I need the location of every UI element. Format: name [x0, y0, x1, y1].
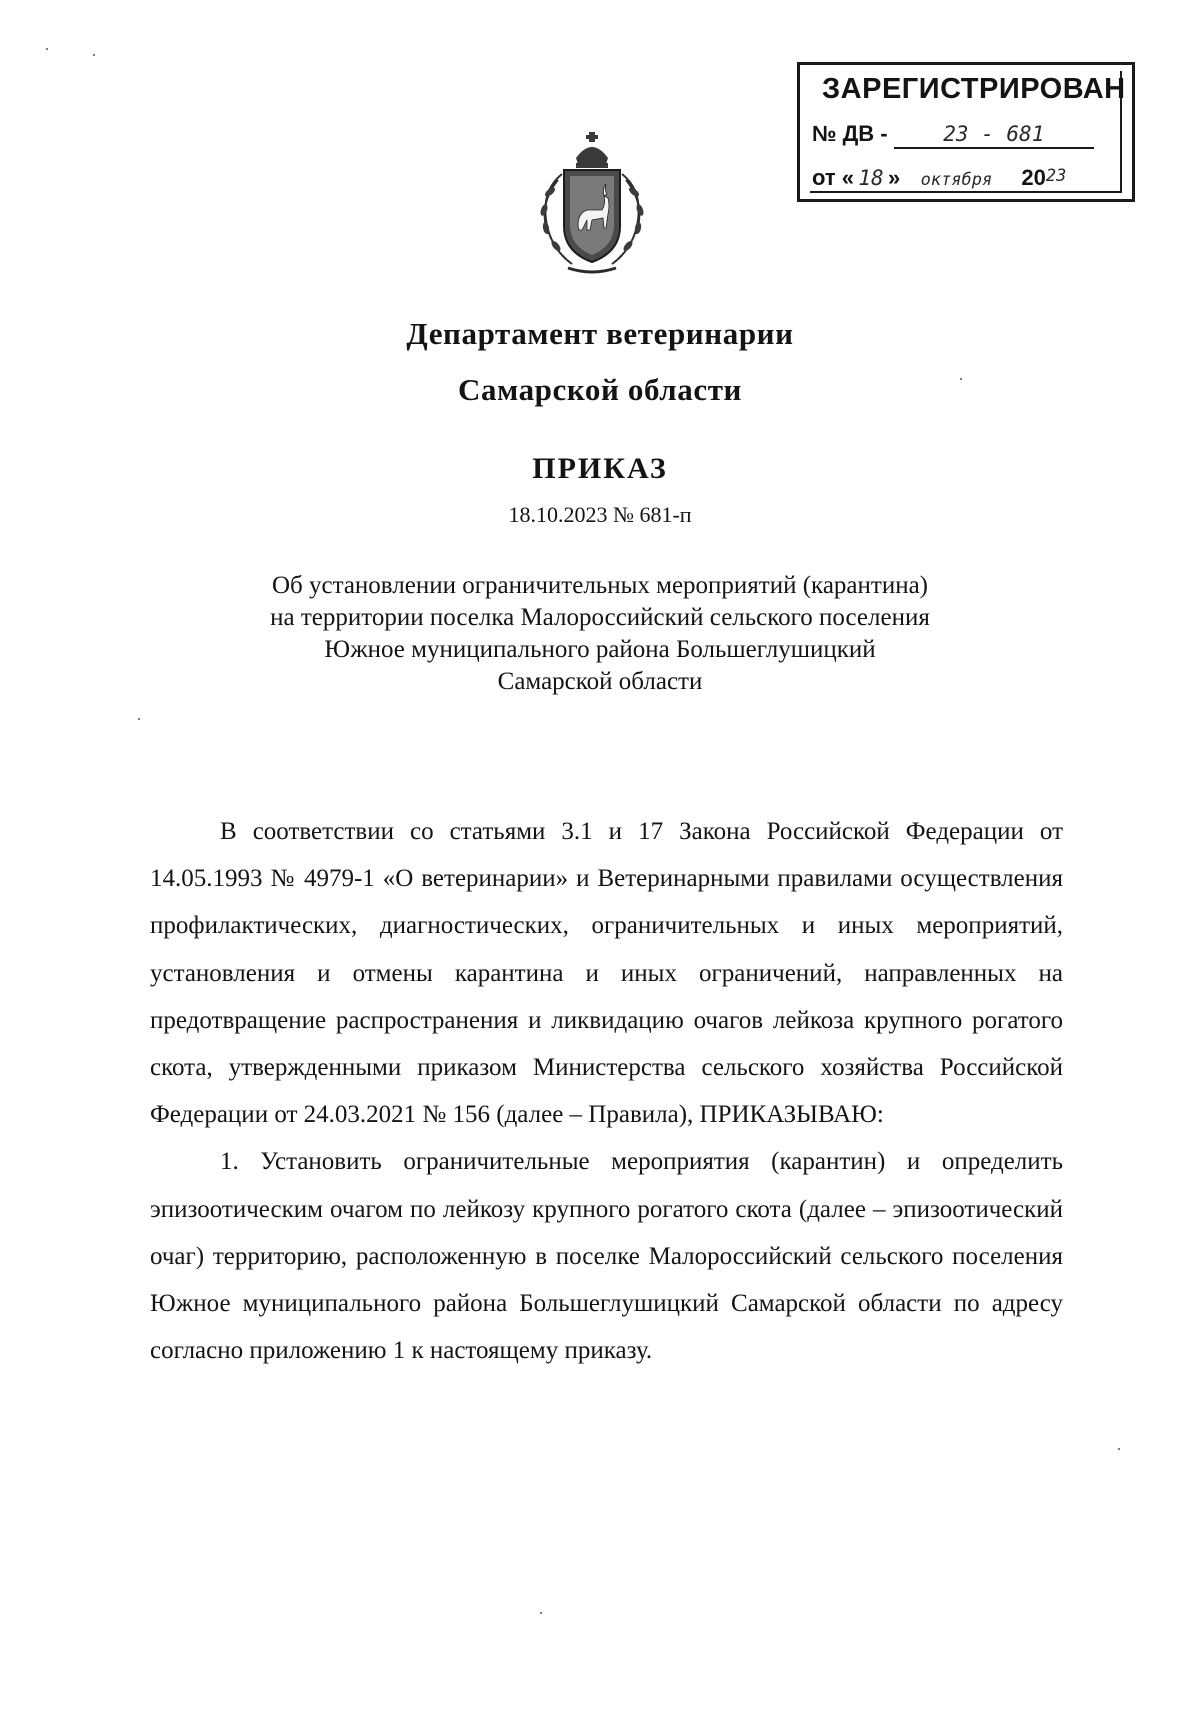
subject-line2: на территории поселка Малороссийский сельского поселения — [270, 604, 930, 631]
subject-line3: Южное муниципального района Большеглушицкий — [324, 636, 876, 663]
stamp-number-value: 23 - 681 — [943, 122, 1045, 146]
scan-speck — [138, 718, 140, 720]
stamp-number-line — [812, 121, 1094, 149]
document-type: ПРИКАЗ — [532, 452, 668, 485]
document-number: 18.10.2023 № 681-п — [508, 502, 692, 527]
preamble-paragraph: В соответствии со статьями 3.1 и 17 Закона Российской Федерации от 14.05.1993 № 4979-1 «О ветеринарии» и Ветеринарными правилами осуществления профилактических, диагностических, ограничительных и иных мероприятий, установления и отмены карантина и иных ограничений, направленных на предотвращение распространения и ликвидацию очагов лейкоза крупного рогатого скота, утвержденными приказом Министерства сельского хозяйства Российской Федерации от 24.03.2021 № 156 (далее – Правила), ПРИКАЗЫВАЮ: — [150, 818, 1063, 1129]
stamp-date-year-suffix: 23 — [1045, 166, 1067, 186]
subject-line4: Самарской области — [497, 668, 703, 695]
stamp-date-line — [812, 165, 1066, 193]
scan-speck — [540, 1612, 542, 1614]
stamp-number-field — [894, 121, 1094, 149]
order-item-1: 1. Установить ограничительные мероприятия (карантин) и определить эпизоотическим очагом по лейкозу крупного рогатого скота (далее – эпизоотический очаг) территорию, расположенную в поселке Малороссийский сельского поселения Южное муниципального района Большеглушицкий Самарской области по адресу согласно приложению 1 к настоящему приказу. — [150, 1148, 1063, 1365]
stamp-date-month: октября — [920, 170, 993, 190]
stamp-date-month-field — [906, 165, 1006, 193]
stamp-date-day-field — [854, 165, 888, 193]
organization-name-line1: Департамент ветеринарии — [406, 316, 794, 351]
stamp-date-year-field — [1006, 165, 1066, 193]
stamp-date-mid: » — [888, 165, 901, 190]
stamp-date-day: 18 — [858, 166, 884, 190]
stamp-number-prefix: № ДВ - — [812, 121, 888, 146]
registration-stamp — [797, 62, 1135, 202]
scan-speck — [46, 48, 48, 50]
scan-speck — [1118, 1448, 1120, 1450]
stamp-date-prefix: от « — [812, 165, 855, 190]
scan-speck — [960, 378, 962, 380]
document-body — [150, 808, 1063, 1374]
organization-name-line2: Самарской области — [457, 372, 743, 407]
stamp-title: ЗАРЕГИСТРИРОВАН — [822, 73, 1126, 105]
scan-speck — [93, 54, 95, 56]
subject-line1: Об установлении ограничительных мероприятий (карантина) — [271, 572, 929, 599]
document-subject — [0, 570, 1200, 698]
stamp-date-year-prefix: 20 — [1021, 165, 1046, 190]
coat-of-arms-icon — [532, 130, 652, 280]
